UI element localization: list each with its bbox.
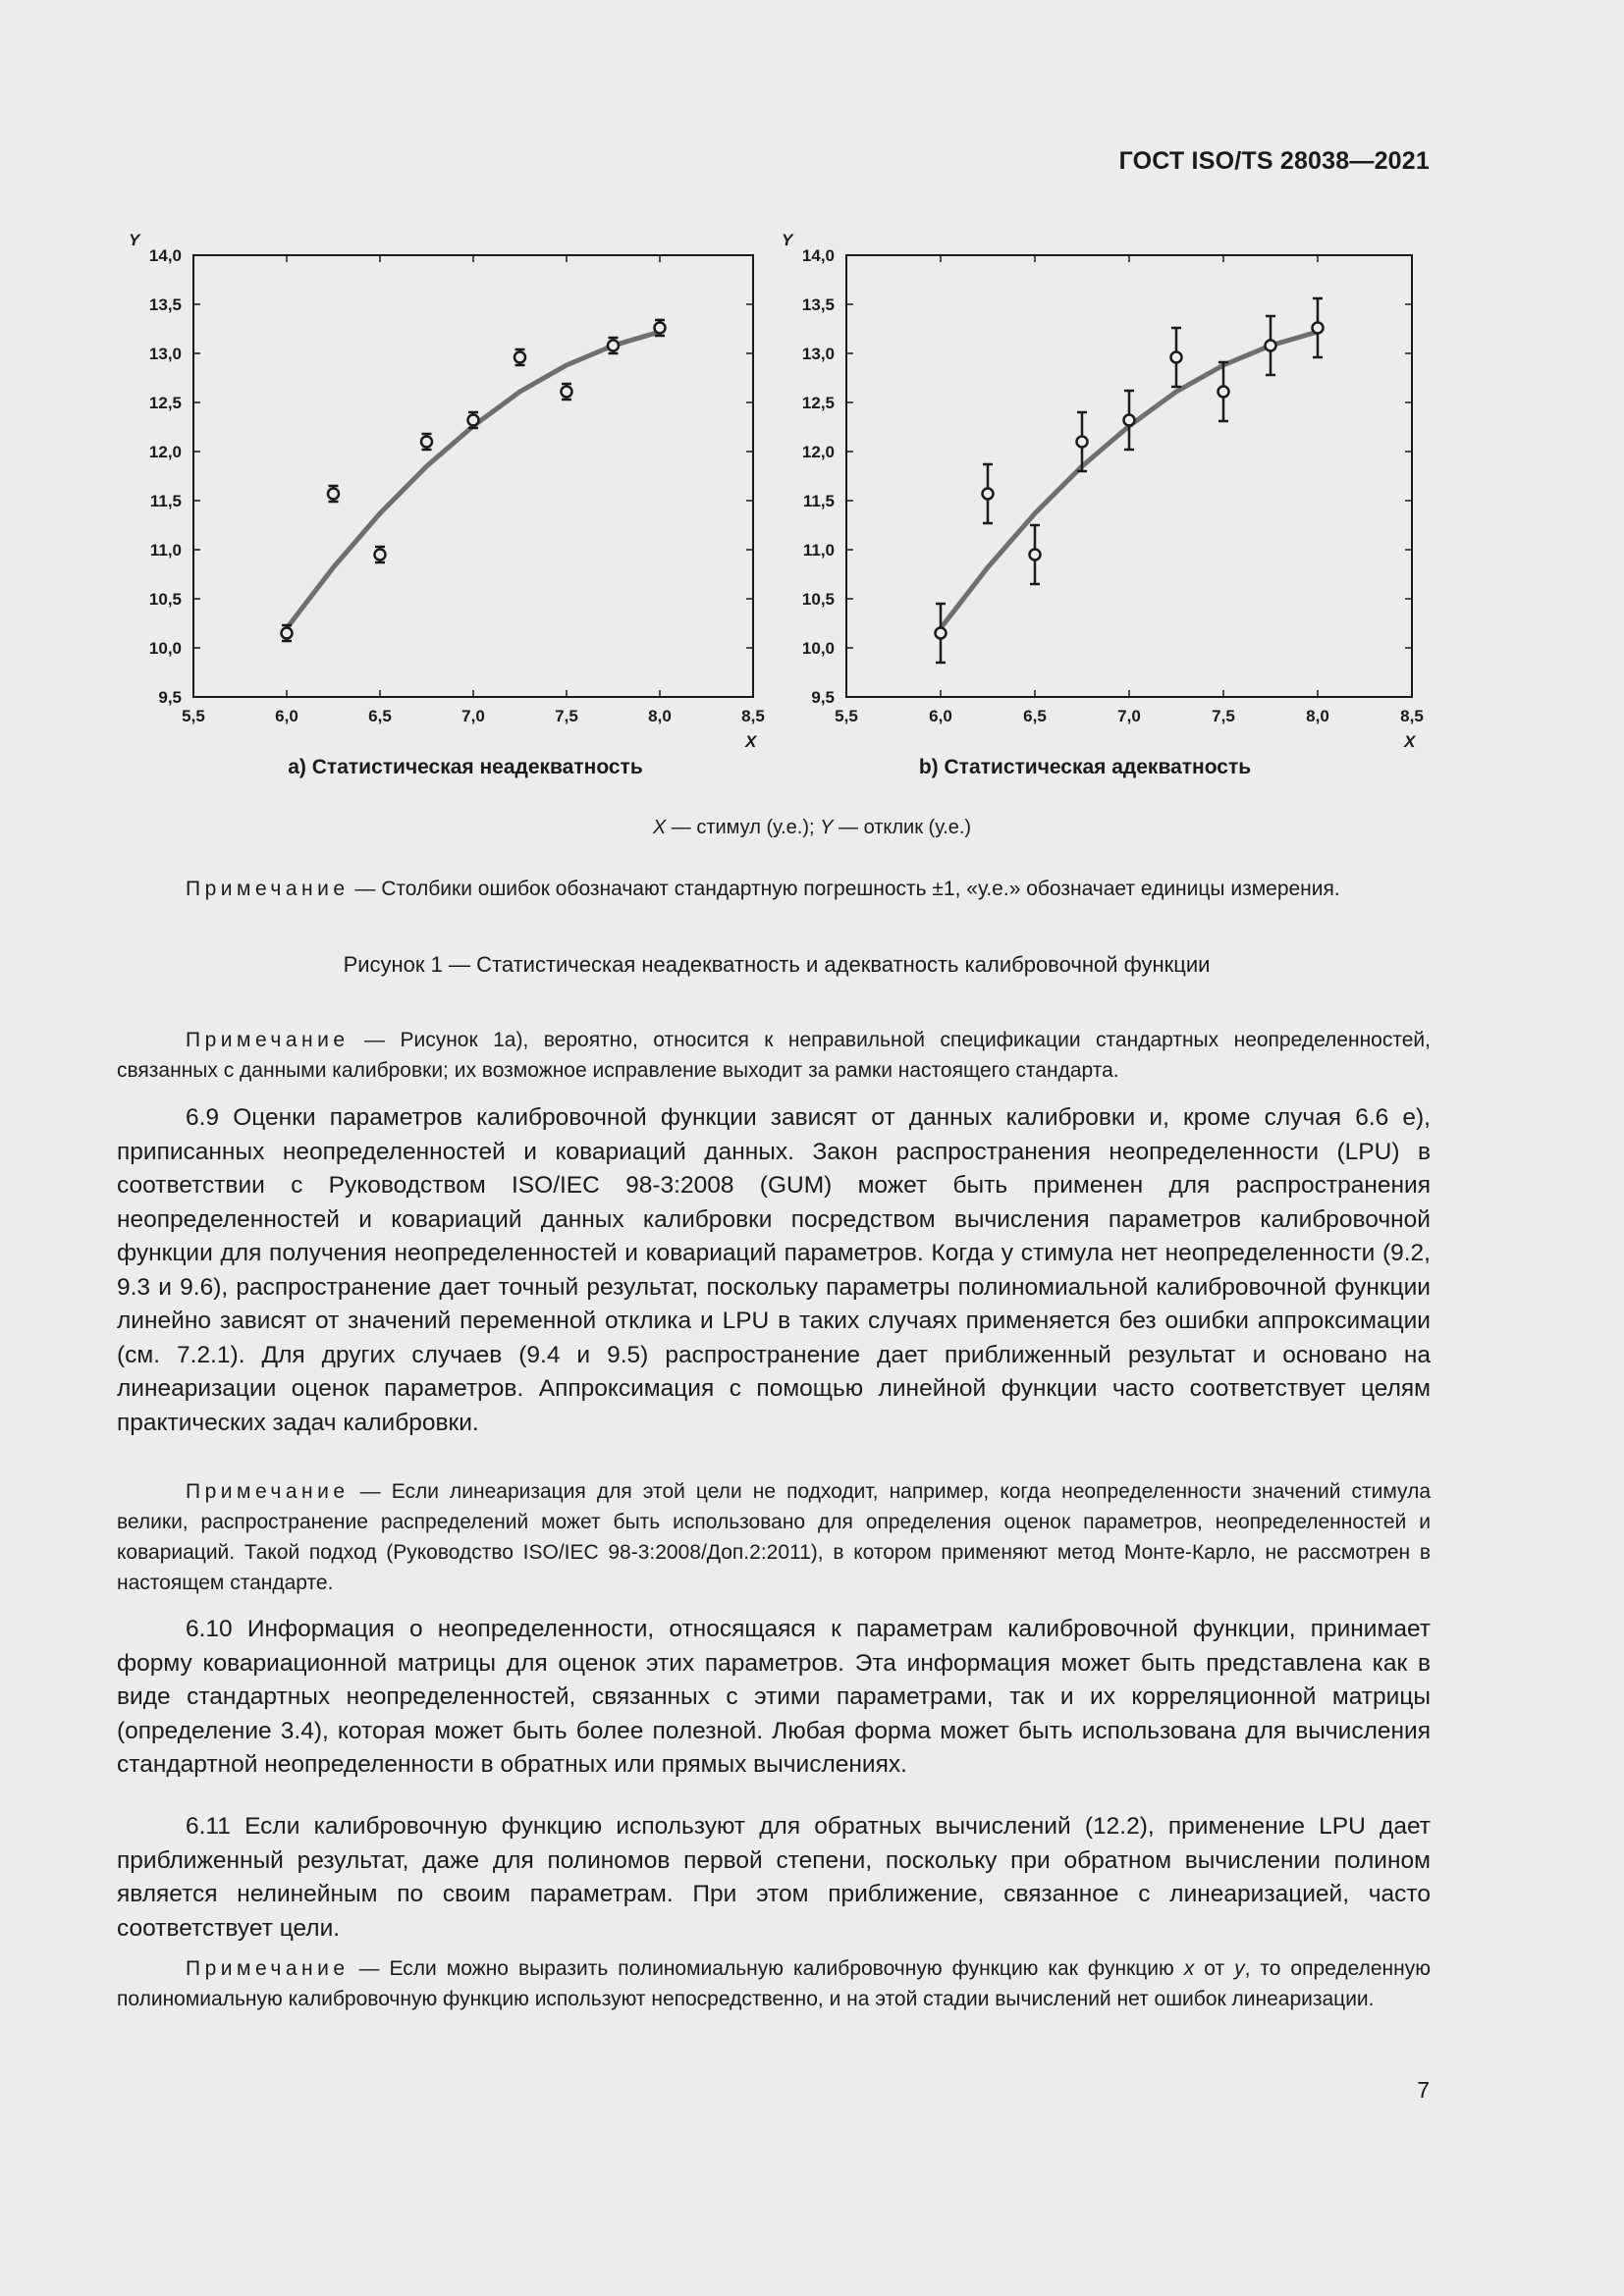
- x-tick-label: 8,0: [1306, 707, 1329, 725]
- data-point: [1266, 341, 1276, 351]
- note-2-label: Примечание: [186, 1480, 350, 1503]
- y-tick-label: 10,5: [801, 590, 835, 609]
- x-tick-label: 7,0: [1117, 707, 1141, 725]
- x-tick-label: 6,5: [1023, 707, 1047, 725]
- data-point: [514, 352, 525, 363]
- x-tick-label: 6,0: [929, 707, 952, 725]
- y-axis-title: Y: [129, 231, 140, 249]
- y-tick-label: 12,5: [801, 394, 835, 412]
- x-axis-title: X: [745, 732, 757, 751]
- chart-subcaption: a) Статистическая неадекватность: [288, 756, 643, 778]
- figure-note: [117, 874, 1431, 904]
- y-tick-label: 12,5: [148, 394, 182, 412]
- y-tick-label: 11,0: [802, 541, 835, 560]
- note-3: [117, 1953, 1431, 2014]
- x-tick-label: 7,5: [1212, 707, 1235, 725]
- data-point: [608, 341, 619, 351]
- figure-note-text: — Столбики ошибок обозначают стандартную погрешность ±1, «у.е.» обозначает единицы измерения.: [349, 878, 1340, 900]
- note-3-y: y: [1234, 1957, 1245, 1980]
- data-point: [562, 387, 572, 398]
- data-point: [936, 628, 947, 639]
- y-tick-label: 10,0: [148, 639, 182, 658]
- y-tick-label: 13,0: [148, 345, 182, 363]
- x-axis-title: X: [1404, 732, 1416, 751]
- y-tick-label: 12,0: [801, 443, 835, 461]
- data-point: [375, 550, 386, 561]
- legend-y-var: Y: [820, 817, 834, 838]
- y-tick-label: 13,5: [801, 295, 835, 314]
- y-tick-label: 9,5: [811, 688, 835, 707]
- figure-legend: [0, 817, 1624, 839]
- y-tick-label: 11,0: [149, 541, 182, 560]
- plot-frame: [846, 255, 1412, 697]
- figure-note-label: Примечание: [186, 878, 350, 900]
- data-point: [328, 489, 339, 500]
- paragraph-6-11: 6.11 Если калибровочную функцию используют для обратных вычислений (12.2), применение LPU дает приближенный результат, даже для полиномов первой степени, поскольку при обратном вычислении полином является нелинейным по своим параметрам. При этом приближение, связанное с линеаризацией, часто соответствует цели.: [117, 1813, 1431, 1942]
- x-tick-label: 8,5: [741, 707, 765, 725]
- chart-a: [129, 231, 765, 778]
- fit-curve: [287, 332, 660, 628]
- x-tick-label: 5,5: [835, 707, 858, 725]
- x-tick-label: 8,0: [648, 707, 672, 725]
- page-number: 7: [1417, 2077, 1430, 2103]
- note-2-text: — Если линеаризация для этой цели не подходит, например, когда неопределенности значений стимула велики, распространение распределений может быть использовано для определения оценок параметров, неопределенностей и ковариаций. Такой подход (Руководство ISO/IEC 98-3:2008/Доп.2:2011), в котором применяют метод Монте-Карло, не рассмотрен в настоящем стандарте.: [117, 1480, 1431, 1594]
- x-tick-label: 7,5: [555, 707, 578, 725]
- note-3-x: x: [1183, 1957, 1195, 1980]
- x-tick-label: 8,5: [1400, 707, 1424, 725]
- figure-1-charts: [0, 0, 1624, 795]
- data-point: [282, 628, 293, 639]
- note-3-label: Примечание: [186, 1957, 350, 1980]
- data-point: [1313, 323, 1324, 334]
- note-3-pre: — Если можно выразить полиномиальную калибровочную функцию как функцию: [349, 1957, 1184, 1980]
- data-point: [421, 437, 432, 448]
- data-point: [1171, 352, 1182, 363]
- y-tick-label: 9,5: [158, 688, 182, 707]
- note-1: [117, 1025, 1431, 1086]
- y-tick-label: 14,0: [801, 246, 835, 265]
- x-tick-label: 5,5: [182, 707, 205, 725]
- chart-subcaption: b) Статистическая адекватность: [918, 756, 1252, 778]
- figure-caption: Рисунок 1 — Статистическая неадекватность и адекватность калибровочной функции: [343, 952, 1211, 977]
- y-tick-label: 13,5: [148, 295, 182, 314]
- note-1-label: Примечание: [186, 1029, 350, 1051]
- note-2: [117, 1476, 1431, 1598]
- paragraph-6-10: 6.10 Информация о неопределенности, относящаяся к параметрам калибровочной функции, принимает форму ковариационной матрицы для оценок этих параметров. Эта информация может быть представлена как в виде стандартных неопределенностей, связанных с этими параметрами, так и их корреляционной матрицы (определение 3.4), которая может быть более полезной. Любая форма может быть использована для вычисления стандартной неопределенности в обратных или прямых вычислениях.: [117, 1616, 1431, 1778]
- chart-b: [782, 231, 1424, 778]
- data-point: [1124, 415, 1135, 426]
- x-tick-label: 7,0: [461, 707, 485, 725]
- data-point: [1218, 387, 1229, 398]
- x-tick-label: 6,0: [275, 707, 298, 725]
- y-tick-label: 11,5: [149, 492, 182, 510]
- y-tick-label: 11,5: [802, 492, 835, 510]
- legend-y-text: — отклик (у.е.): [833, 817, 972, 838]
- data-point: [1077, 437, 1088, 448]
- plot-frame: [193, 255, 753, 697]
- note-3-mid: от: [1194, 1957, 1235, 1980]
- x-tick-label: 6,5: [368, 707, 392, 725]
- fit-curve: [941, 332, 1318, 628]
- y-tick-label: 13,0: [801, 345, 835, 363]
- legend-x-var: X: [652, 817, 667, 838]
- y-axis-title: Y: [782, 231, 793, 249]
- y-tick-label: 14,0: [148, 246, 182, 265]
- legend-x-text: — стимул (у.е.);: [666, 817, 821, 838]
- y-tick-label: 10,0: [801, 639, 835, 658]
- data-point: [468, 415, 479, 426]
- paragraph-6-9: 6.9 Оценки параметров калибровочной функции зависят от данных калибровки и, кроме случая 6.6 е), приписанных неопределенностей и ковариаций данных. Закон распространения неопределенности (LPU) в соответствии с Руководством ISO/IEC 98-3:2008 (GUM) может быть применен для распространения неопределенностей и ковариаций данных калибровки посредством вычисления параметров калибровочной функции для получения неопределенностей и ковариаций параметров. Когда у стимула нет неопределенности (9.2, 9.3 и 9.6), распространение дает точный результат, поскольку параметры полиномиальной калибровочной функции линейно зависят от значений переменной отклика и LPU в таких случаях применяется без ошибки аппроксимации (см. 7.2.1). Для других случаев (9.4 и 9.5) распространение дает приближенный результат и основано на линеаризации оценок параметров. Аппроксимация с помощью линейной функции часто соответствует целям практических задач калибровки.: [117, 1104, 1431, 1436]
- data-point: [655, 323, 666, 334]
- data-point: [983, 489, 994, 500]
- note-1-text: — Рисунок 1а), вероятно, относится к неправильной спецификации стандартных неопределенностей, связанных с данными калибровки; их возможное исправление выходит за рамки настоящего стандарта.: [117, 1029, 1431, 1082]
- document-header: ГОСТ ISO/TS 28038—2021: [1118, 147, 1430, 175]
- data-point: [1030, 550, 1041, 561]
- note-3-post: , то определенную полиномиальную калибровочную функцию используют непосредственно, и на этой стадии вычислений нет ошибок линеаризации.: [117, 1957, 1431, 2010]
- y-tick-label: 10,5: [148, 590, 182, 609]
- y-tick-label: 12,0: [148, 443, 182, 461]
